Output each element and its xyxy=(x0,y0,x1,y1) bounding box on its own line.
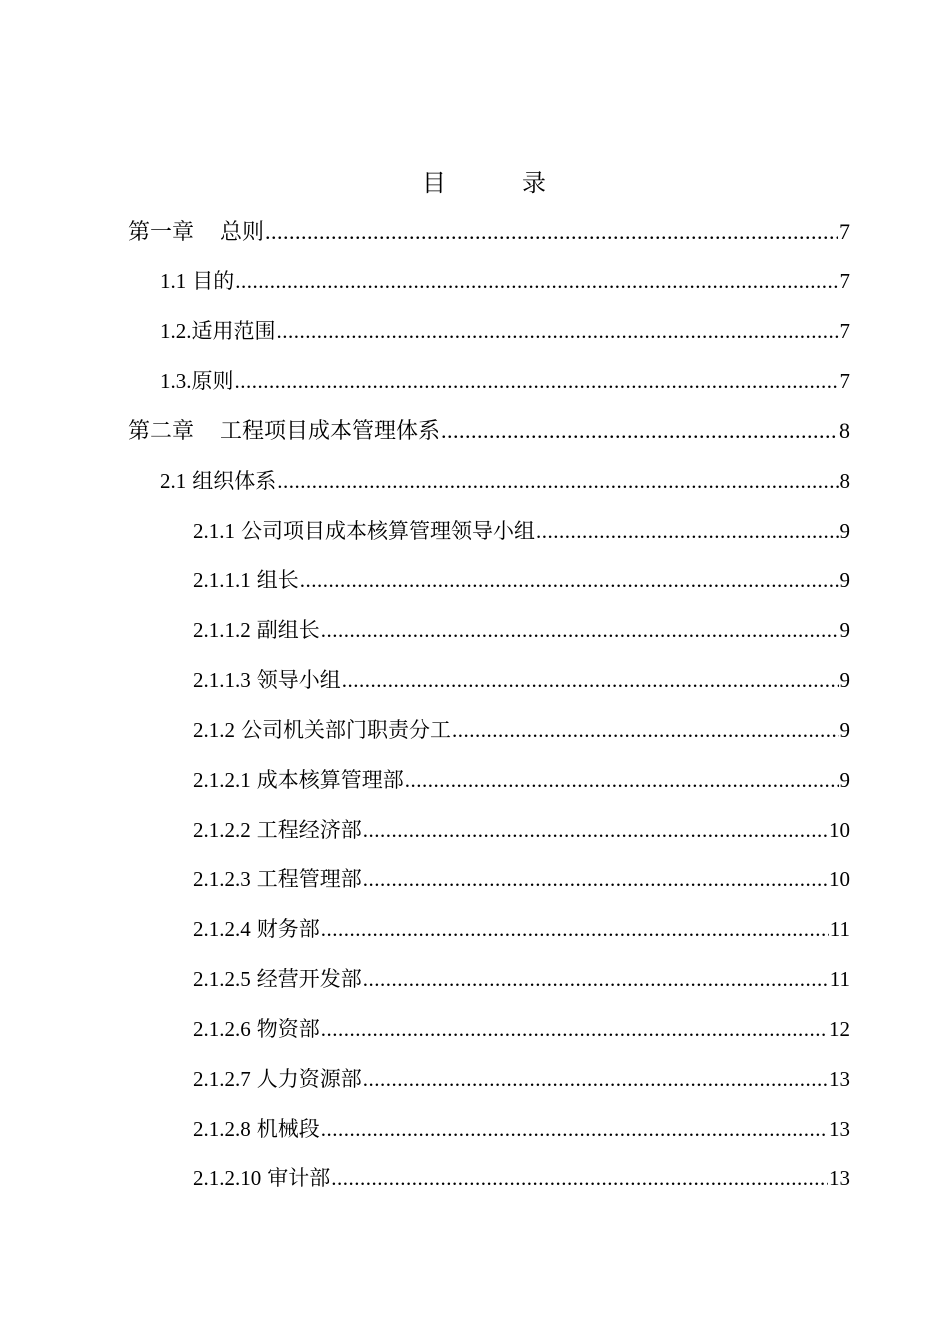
toc-entry-number: 2.1.2.6 xyxy=(193,1017,251,1041)
toc-leader-dots xyxy=(363,964,829,994)
toc-leader-dots xyxy=(363,864,828,894)
toc-entry-page: 7 xyxy=(839,219,850,244)
toc-entry-page: 7 xyxy=(839,319,850,343)
toc-entry-number: 2.1 xyxy=(160,469,187,493)
toc-entry-number: 2.1.2.8 xyxy=(193,1117,251,1141)
toc-entry-2-1-2-10[interactable] xyxy=(193,1163,850,1193)
toc-leader-dots xyxy=(277,316,839,346)
toc-leader-dots xyxy=(405,765,839,795)
toc-entry-number: 2.1.1 xyxy=(193,519,235,543)
toc-entry-2-1-2-8[interactable] xyxy=(193,1114,850,1144)
toc-entry-label: 领导小组 xyxy=(256,668,341,692)
toc-entry-label: 审计部 xyxy=(267,1166,331,1190)
toc-leader-dots xyxy=(452,715,839,745)
toc-entry-label: 公司机关部门职责分工 xyxy=(241,718,451,742)
toc-leader-dots xyxy=(321,1014,828,1044)
toc-entry-1-1[interactable] xyxy=(160,266,850,296)
toc-title-char-1: 目 xyxy=(422,169,446,197)
toc-entry-2-1-2-7[interactable] xyxy=(193,1064,850,1094)
toc-entry-2-1-1-3[interactable] xyxy=(193,665,850,695)
toc-entry-number: 2.1.2.4 xyxy=(193,917,251,941)
toc-entry-number: 1.1 xyxy=(160,269,187,293)
toc-entry-label: 工程项目成本管理体系 xyxy=(220,419,441,444)
toc-leader-dots xyxy=(536,516,839,546)
toc-entry-number: 2.1.1.2 xyxy=(193,618,251,642)
toc-entry-number: 2.1.2.5 xyxy=(193,967,251,991)
toc-entry-page: 7 xyxy=(839,269,850,293)
toc-leader-dots xyxy=(441,416,838,446)
toc-leader-dots xyxy=(321,1114,828,1144)
toc-entry-number: 2.1.2.10 xyxy=(193,1166,262,1190)
toc-entry-number: 2.1.1.3 xyxy=(193,668,251,692)
toc-entry-label: 物资部 xyxy=(256,1017,320,1041)
toc-leader-dots xyxy=(363,1064,828,1094)
toc-entry-2-1-2[interactable] xyxy=(193,715,850,745)
toc-entry-page: 12 xyxy=(829,1017,850,1041)
toc-entry-page: 13 xyxy=(829,1117,850,1141)
toc-entry-label: 工程管理部 xyxy=(256,867,362,891)
toc-leader-dots xyxy=(331,1163,828,1193)
toc-entry-page: 10 xyxy=(829,867,850,891)
toc-entry-page: 10 xyxy=(829,818,850,842)
toc-entry-label: 原则 xyxy=(191,369,234,393)
toc-entry-number: 2.1.2.3 xyxy=(193,867,251,891)
toc-entry-page: 11 xyxy=(829,967,850,991)
toc-entry-number: 1.2. xyxy=(160,319,192,343)
toc-entry-label: 总则 xyxy=(220,220,265,245)
toc-entry-2-1-2-1[interactable] xyxy=(193,765,850,795)
toc-entry-label: 工程经济部 xyxy=(256,818,362,842)
toc-leader-dots xyxy=(300,565,839,595)
toc-entry-page: 9 xyxy=(839,568,850,592)
toc-entry-label: 经营开发部 xyxy=(256,967,362,991)
toc-entry-2-1-2-6[interactable] xyxy=(193,1014,850,1044)
toc-entry-2-1-2-3[interactable] xyxy=(193,864,850,894)
toc-entry-label: 人力资源部 xyxy=(256,1067,362,1091)
toc-entry-label: 适用范围 xyxy=(191,319,276,343)
toc-entry-1-3[interactable] xyxy=(160,366,850,396)
toc-entry-number: 2.1.2.2 xyxy=(193,818,251,842)
toc-entry-2-1-1[interactable] xyxy=(193,516,850,546)
toc-entry-label: 组长 xyxy=(256,568,299,592)
toc-entry-label: 公司项目成本核算管理领导小组 xyxy=(241,519,535,543)
toc-title-char-2: 录 xyxy=(522,169,546,197)
toc-entry-number: 2.1.2 xyxy=(193,718,235,742)
toc-entry-page: 9 xyxy=(839,519,850,543)
toc-entry-2-1-1-1[interactable] xyxy=(193,565,850,595)
toc-leader-dots xyxy=(321,914,829,944)
toc-leader-dots xyxy=(235,266,838,296)
toc-entry-page: 13 xyxy=(829,1067,850,1091)
toc-entry-page: 9 xyxy=(839,768,850,792)
toc-entry-label: 组织体系 xyxy=(192,469,277,493)
toc-entry-page: 8 xyxy=(839,418,850,443)
toc-entry-number: 1.3. xyxy=(160,369,192,393)
toc-entry-label: 机械段 xyxy=(256,1117,320,1141)
toc-entry-label: 目的 xyxy=(192,269,235,293)
toc-leader-dots xyxy=(321,615,839,645)
toc-entry-chapter-1[interactable] xyxy=(128,217,850,247)
toc-leader-dots xyxy=(363,815,828,845)
toc-leader-dots xyxy=(342,665,839,695)
toc-leader-dots xyxy=(277,466,838,496)
toc-leader-dots xyxy=(265,217,838,247)
toc-entry-page: 13 xyxy=(829,1166,850,1190)
toc-entry-page: 11 xyxy=(829,917,850,941)
toc-entry-chapter-2[interactable] xyxy=(128,416,850,446)
toc-entry-number: 2.1.1.1 xyxy=(193,568,251,592)
toc-entry-2-1-2-4[interactable] xyxy=(193,914,850,944)
toc-entry-2-1[interactable] xyxy=(160,466,850,496)
toc-entry-1-2[interactable] xyxy=(160,316,850,346)
toc-entry-2-1-2-5[interactable] xyxy=(193,964,850,994)
toc-entry-label: 副组长 xyxy=(256,618,320,642)
toc-entry-number: 第一章 xyxy=(128,220,195,245)
toc-entry-number: 第二章 xyxy=(128,419,195,444)
toc-entry-2-1-2-2[interactable] xyxy=(193,815,850,845)
toc-leader-dots xyxy=(235,366,839,396)
toc-entry-page: 7 xyxy=(839,369,850,393)
toc-entry-number: 2.1.2.7 xyxy=(193,1067,251,1091)
toc-entry-page: 9 xyxy=(839,618,850,642)
toc-entry-page: 8 xyxy=(839,469,850,493)
toc-entry-2-1-1-2[interactable] xyxy=(193,615,850,645)
toc-entry-label: 成本核算管理部 xyxy=(256,768,404,792)
toc-entry-number: 2.1.2.1 xyxy=(193,768,251,792)
toc-entry-label: 财务部 xyxy=(256,917,320,941)
toc-entry-page: 9 xyxy=(839,668,850,692)
toc-entry-page: 9 xyxy=(839,718,850,742)
